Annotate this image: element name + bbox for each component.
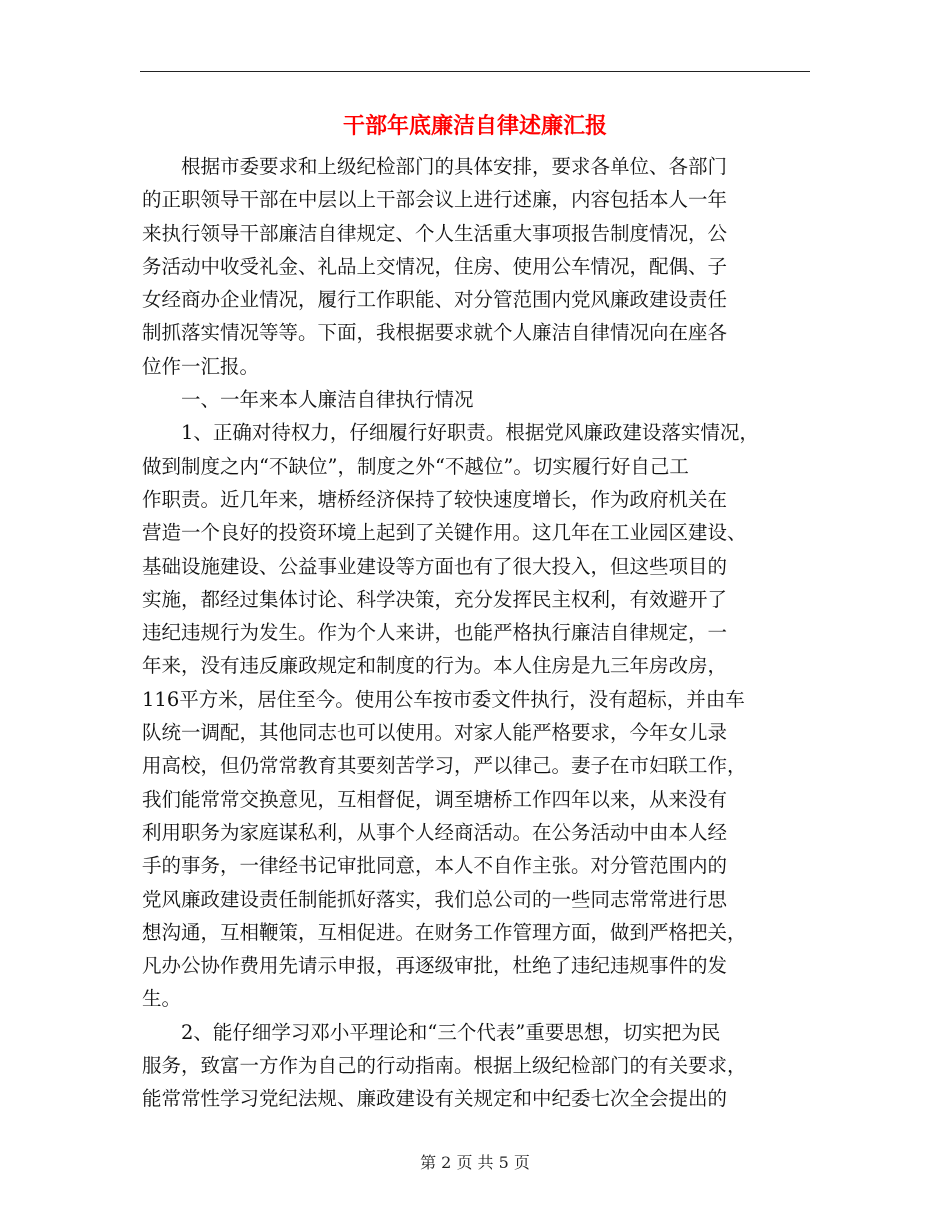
document-body [142, 150, 810, 1116]
body-line: 根据市委要求和上级纪检部门的具体安排，要求各单位、各部门 [181, 155, 728, 178]
body-line: 位作一汇报。 [142, 354, 260, 378]
body-line: 违纪违规行为发生。作为个人来讲，也能严格执行廉洁自律规定，一 [142, 621, 728, 645]
body-line: 2、能仔细学习邓小平理论和“三个代表”重要思想，切实把为民 [181, 1020, 721, 1044]
body-line: 用高校，但仍常常教育其要刻苦学习，严以律己。妻子在市妇联工作， [142, 754, 747, 778]
body-line: 来执行领导干部廉洁自律规定、个人生活重大事项报告制度情况，公 [142, 221, 728, 245]
body-line: 服务，致富一方作为自己的行动指南。根据上级纪检部门的有关要求， [142, 1054, 747, 1078]
body-line: 队统一调配，其他同志也可以使用。对家人能严格要求，今年女儿录 [142, 721, 728, 745]
body-line: 能常常性学习党纪法规、廉政建设有关规定和中纪委七次全会提出的 [142, 1087, 728, 1111]
body-line: 党风廉政建设责任制能抓好落实，我们总公司的一些同志常常进行思 [142, 887, 728, 911]
body-line: 利用职务为家庭谋私利，从事个人经商活动。在公务活动中由本人经 [142, 820, 728, 844]
body-line: 做到制度之内“不缺位”，制度之外“不越位”。切实履行好自己工 [142, 454, 689, 478]
body-line: 制抓落实情况等等。下面，我根据要求就个人廉洁自律情况向在座各 [142, 321, 728, 345]
document-title: 干部年底廉洁自律述廉汇报 [342, 113, 607, 139]
body-line: 女经商办企业情况，履行工作职能、对分管范围内党风廉政建设责任 [142, 288, 728, 312]
body-line: 我们能常常交换意见，互相督促，调至塘桥工作四年以来，从来没有 [142, 787, 728, 811]
body-line: 务活动中收受礼金、礼品上交情况，住房、使用公车情况，配偶、子 [142, 254, 728, 278]
header-rule [140, 71, 810, 72]
body-line: 的正职领导干部在中层以上干部会议上进行述廉，内容包括本人一年 [142, 188, 728, 212]
body-line: 116平方米，居住至今。使用公车按市委文件执行，没有超标，并由车 [142, 687, 745, 711]
body-line: 1、正确对待权力，仔细履行好职责。根据党风廉政建设落实情况， [181, 421, 759, 445]
body-line: 年来，没有违反廉政规定和制度的行为。本人住房是九三年房改房， [142, 654, 728, 678]
body-line: 手的事务，一律经书记审批同意，本人不自作主张。对分管范围内的 [142, 854, 728, 878]
body-line: 基础设施建设、公益事业建设等方面也有了很大投入，但这些项目的 [142, 554, 728, 578]
page-footer: 第 2 页 共 5 页 [420, 1153, 530, 1172]
body-line: 凡办公协作费用先请示申报，再逐级审批，杜绝了违纪违规事件的发 [142, 954, 728, 978]
body-line: 营造一个良好的投资环境上起到了关键作用。这几年在工业园区建设、 [142, 521, 747, 545]
body-line: 想沟通，互相鞭策，互相促进。在财务工作管理方面，做到严格把关， [142, 920, 747, 944]
body-line: 一、一年来本人廉洁自律执行情况 [181, 388, 474, 412]
body-line: 作职责。近几年来，塘桥经济保持了较快速度增长，作为政府机关在 [142, 487, 728, 511]
body-line: 实施，都经过集体讨论、科学决策，充分发挥民主权利，有效避开了 [142, 587, 728, 611]
body-line: 生。 [142, 987, 182, 1011]
